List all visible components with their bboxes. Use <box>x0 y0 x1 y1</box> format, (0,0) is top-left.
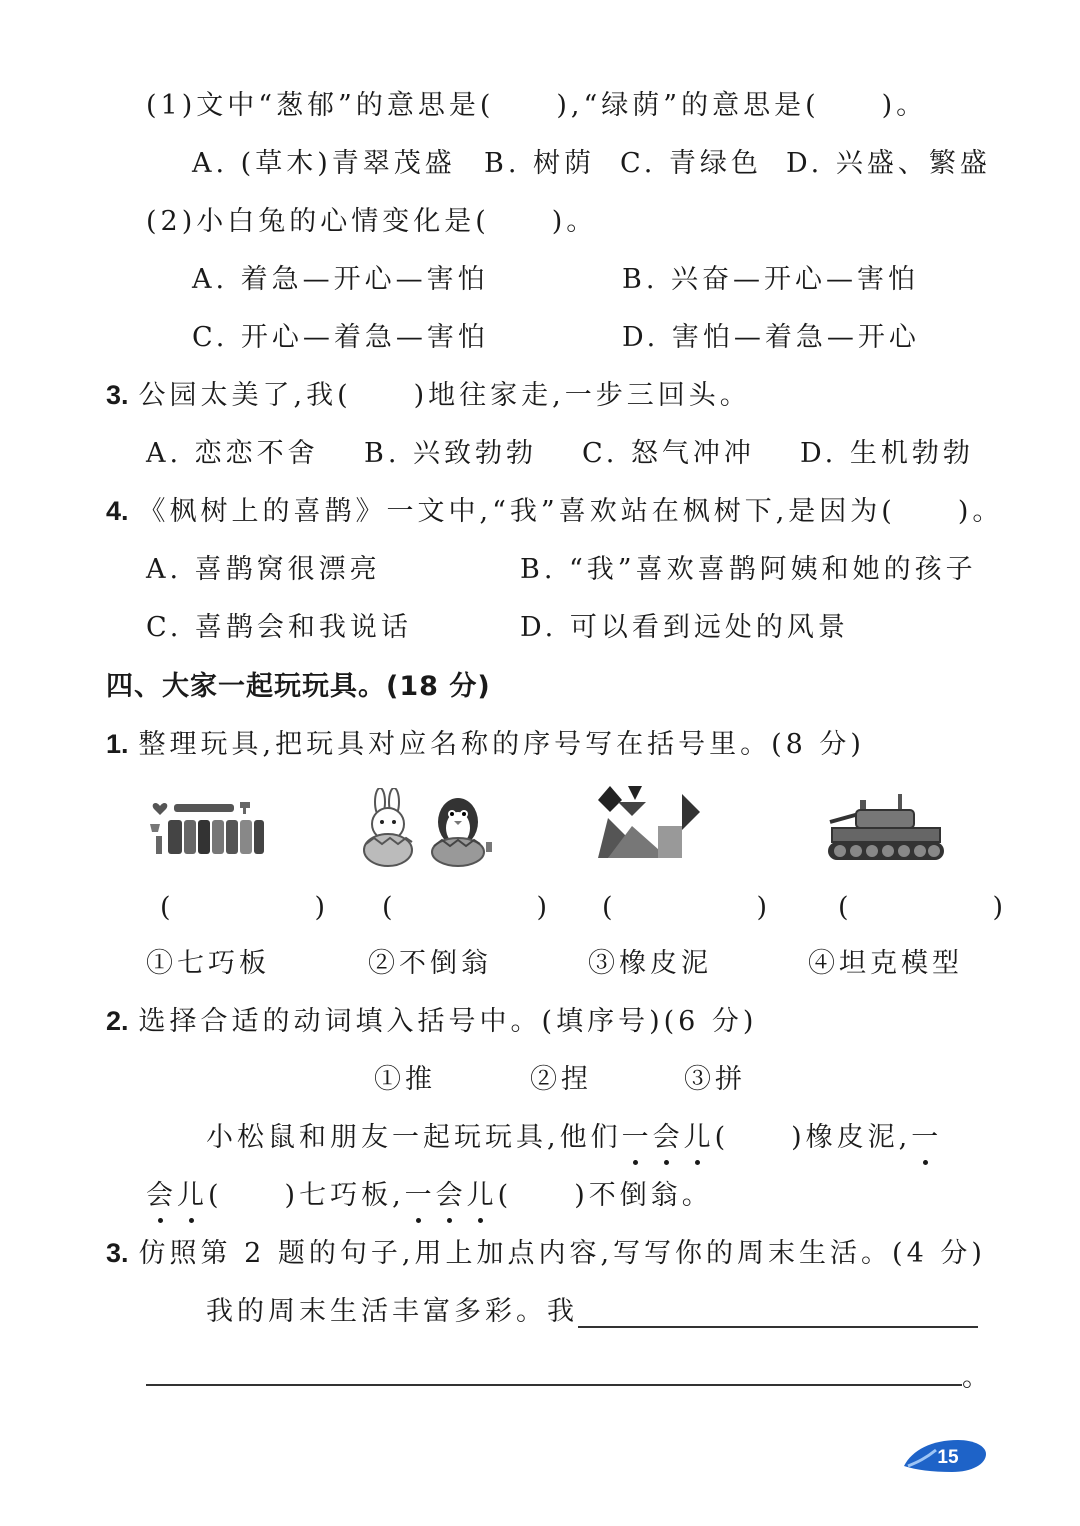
answer-blank-1[interactable]: ( ) <box>160 892 356 923</box>
sentence-part-a: 小松鼠和朋友一起玩玩具,他们 <box>206 1122 622 1153</box>
sentence-part-d: ( )不倒翁。 <box>497 1180 713 1211</box>
q2-sub2-text: (2)小白兔的心情变化是( )。 <box>146 206 598 237</box>
sentence-part-c: ( )七巧板, <box>208 1180 405 1211</box>
toy-name-2: ②不倒翁 <box>368 948 492 979</box>
q2-sub1-option-b: B. 树荫 <box>484 148 596 179</box>
q2-sub1-option-c: C. 青绿色 <box>620 148 762 179</box>
s4-q2-text: 选择合适的动词填入括号中。(填序号)(6 分) <box>138 1006 758 1037</box>
toy-name-4: ④坦克模型 <box>808 948 963 979</box>
s4-q2-number: 2. <box>106 1006 129 1036</box>
q3-option-c: C. 怒气冲冲 <box>582 438 755 469</box>
s4-q3-line <box>106 1240 986 1267</box>
sentence-part-b: ( )橡皮泥, <box>714 1122 912 1153</box>
roly-poly-image <box>358 788 494 868</box>
writing-line-2[interactable] <box>146 1384 962 1386</box>
emphasis-dot-char: 儿 <box>466 1180 498 1211</box>
q3-option-d: D. 生机勃勃 <box>800 438 974 469</box>
s4-q2-line <box>106 1008 757 1035</box>
tank-model-image <box>826 792 946 866</box>
dotted-phrase-2a <box>911 1122 942 1153</box>
emphasis-dot-char: 会 <box>435 1180 467 1211</box>
answer-blank-2[interactable]: ( ) <box>382 892 578 923</box>
s4-q1-line <box>106 731 865 758</box>
q2-sub2-option-d: D. 害怕—着急—开心 <box>622 322 920 353</box>
q3-line <box>106 382 751 409</box>
emphasis-dot-char: 一 <box>404 1180 436 1211</box>
s4-q2-sentence-line2 <box>146 1182 713 1209</box>
emphasis-dot-char: 儿 <box>683 1122 715 1153</box>
q2-sub1-option-a: A. (草木)青翠茂盛 <box>192 148 456 179</box>
page-number: 15 <box>937 1447 959 1468</box>
q4-option-d: D. 可以看到远处的风景 <box>520 612 849 643</box>
verb-option-3: ③拼 <box>684 1064 746 1095</box>
emphasis-dot-char: 一 <box>621 1122 653 1153</box>
q3-text: 公园太美了,我( )地往家走,一步三回头。 <box>138 380 751 411</box>
q4-option-c: C. 喜鹊会和我说话 <box>146 612 412 643</box>
section4-heading: 四、大家一起玩玩具。(18 分) <box>106 671 491 702</box>
dotted-phrase-2b <box>146 1180 208 1211</box>
s4-q1-number: 1. <box>106 729 129 759</box>
answer-blank-4[interactable]: ( ) <box>838 892 1034 923</box>
s4-q3-number: 3. <box>106 1238 129 1268</box>
q4-text: 《枫树上的喜鹊》一文中,“我”喜欢站在枫树下,是因为( )。 <box>138 496 1004 527</box>
q2-sub2-option-c: C. 开心—着急—害怕 <box>192 322 489 353</box>
page-number-badge <box>902 1436 988 1476</box>
verb-option-2: ②捏 <box>530 1064 592 1095</box>
q3-option-b: B. 兴致勃勃 <box>364 438 538 469</box>
tangram-image <box>598 786 702 864</box>
s4-q3-lead: 我的周末生活丰富多彩。我 <box>206 1296 578 1327</box>
s4-q3-text: 仿照第 2 题的句子,用上加点内容,写写你的周末生活。(4 分) <box>138 1238 986 1269</box>
q4-number: 4. <box>106 496 129 526</box>
s4-q3-end-mark: 。 <box>962 1362 993 1393</box>
toy-name-1: ①七巧板 <box>146 948 270 979</box>
q4-line <box>106 498 1003 525</box>
emphasis-dot-char: 一 <box>911 1122 943 1153</box>
q2-sub1-text: (1)文中“葱郁”的意思是( ),“绿荫”的意思是( )。 <box>146 90 928 121</box>
answer-blank-3[interactable]: ( ) <box>602 892 798 923</box>
q2-sub2-option-a: A. 着急—开心—害怕 <box>192 264 489 295</box>
emphasis-dot-char: 会 <box>146 1180 177 1211</box>
q3-option-a: A. 恋恋不舍 <box>146 438 319 469</box>
verb-option-1: ①推 <box>374 1064 436 1095</box>
q2-sub1-option-d: D. 兴盛、繁盛 <box>786 148 991 179</box>
q3-number: 3. <box>106 380 129 410</box>
s4-q1-text: 整理玩具,把玩具对应名称的序号写在括号里。(8 分) <box>138 729 865 760</box>
toy-name-3: ③橡皮泥 <box>588 948 712 979</box>
writing-line-1[interactable] <box>578 1326 978 1328</box>
emphasis-dot-char: 会 <box>652 1122 684 1153</box>
plasticine-image <box>148 796 266 862</box>
s4-q2-sentence-line1 <box>206 1124 942 1151</box>
emphasis-dot-char: 儿 <box>177 1180 208 1211</box>
q4-option-b: B. “我”喜欢喜鹊阿姨和她的孩子 <box>520 554 977 585</box>
q2-sub2-option-b: B. 兴奋—开心—害怕 <box>622 264 920 295</box>
dotted-phrase-3 <box>405 1180 498 1211</box>
dotted-phrase-1 <box>622 1122 715 1153</box>
q4-option-a: A. 喜鹊窝很漂亮 <box>146 554 381 585</box>
